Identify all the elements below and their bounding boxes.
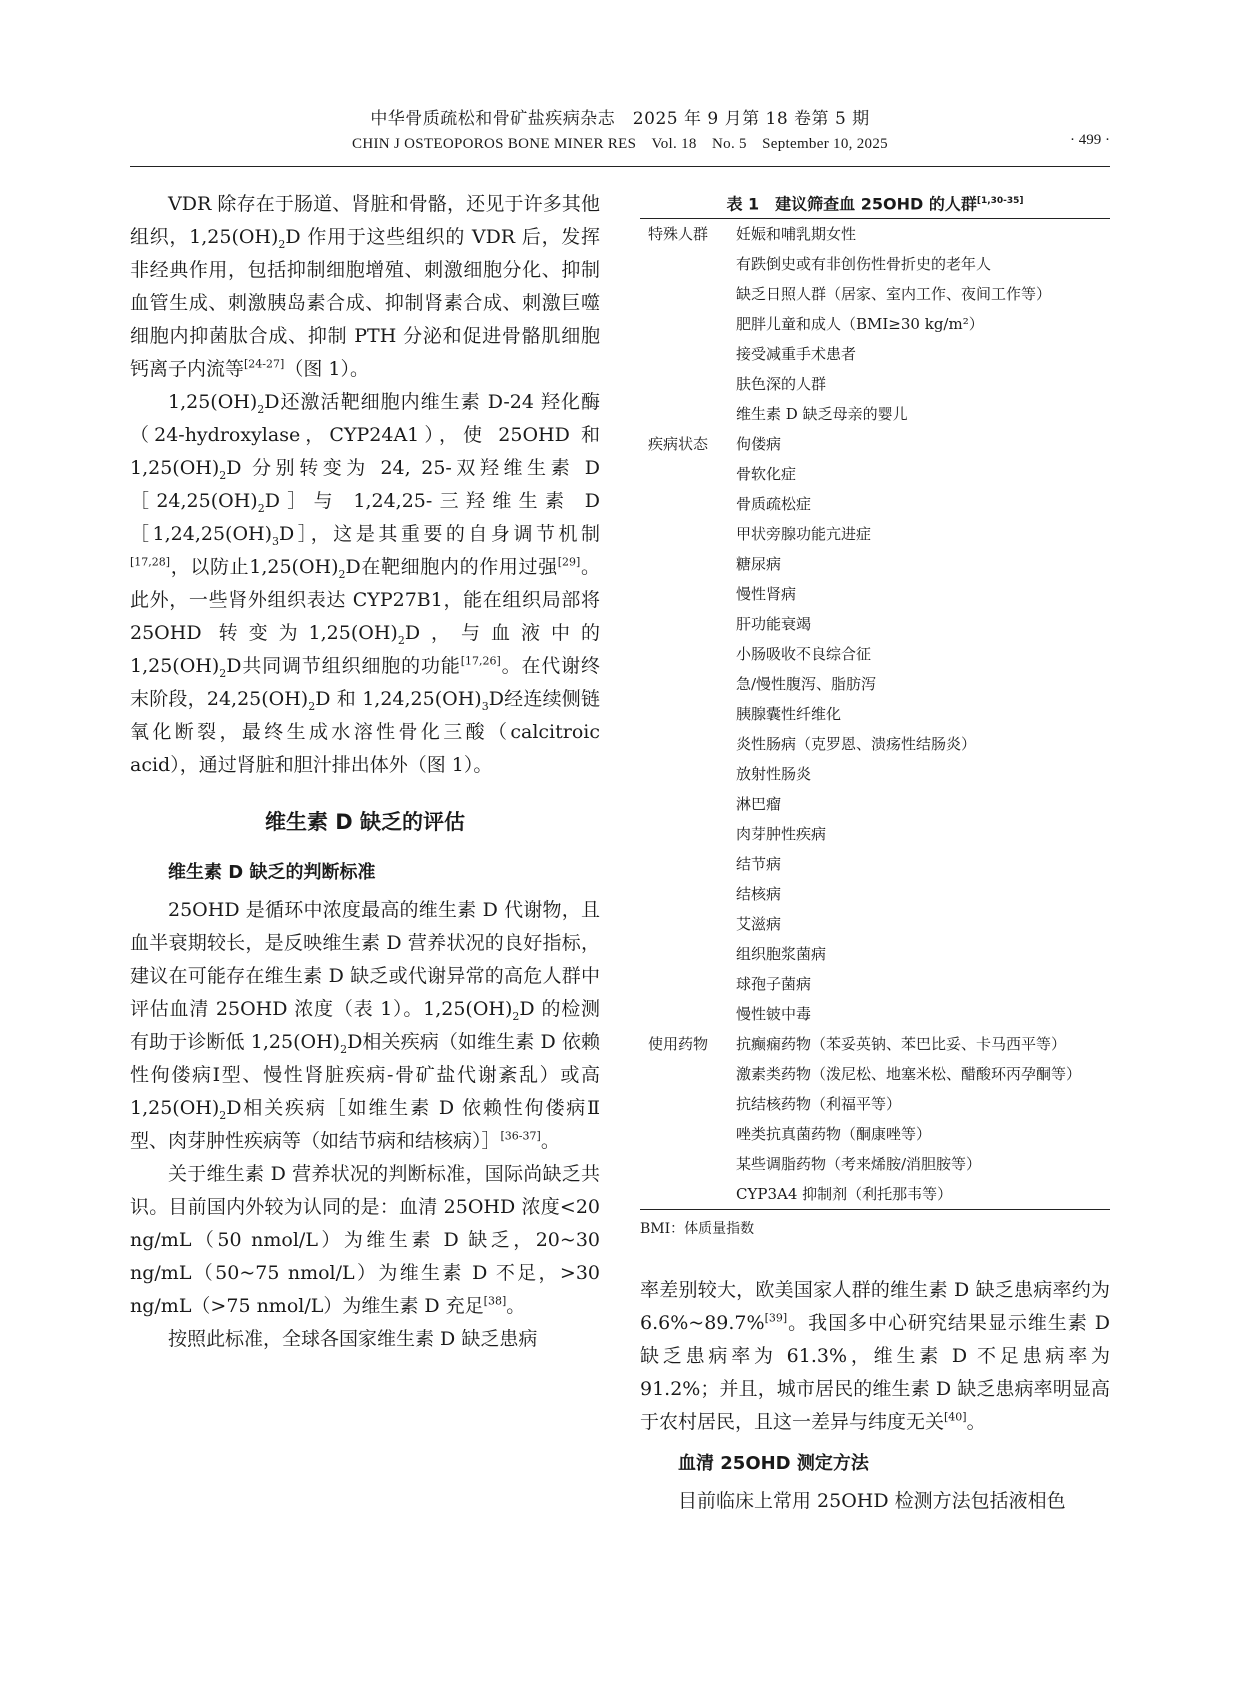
table-category-cell — [640, 939, 736, 969]
table-category-cell — [640, 339, 736, 369]
table-row — [640, 1179, 1110, 1210]
table-category-cell — [640, 1059, 736, 1089]
table-category-cell — [640, 789, 736, 819]
citation[interactable]: [24-27] — [244, 357, 285, 371]
citation[interactable]: [17,28] — [130, 555, 171, 569]
paragraph-criteria: 关于维生素 D 营养状况的判断标准，国际尚缺乏共识。目前国内外较为认同的是：血清 25OHD 浓度<20 ng/mL（50 nmol/L）为维生素 D 缺乏，20~30 ng/mL（50~75 nmol/L）为维生素 D 不足，>30 ng/mL（>75 nmol/L）为维生素 D 充足[38]。 — [130, 1163, 600, 1317]
table-item-cell: 肥胖儿童和成人（BMI≥30 kg/m²） — [736, 315, 984, 333]
screening-table — [640, 218, 1110, 1210]
table-row — [640, 309, 1110, 339]
table-row — [640, 639, 1110, 669]
table-row — [640, 339, 1110, 369]
table-item-cell: 组织胞浆菌病 — [736, 945, 827, 963]
table-category-cell — [640, 1179, 736, 1210]
subsection-heading-methods: 血清 25OHD 测定方法 — [678, 1453, 869, 1474]
citation[interactable]: [29] — [557, 555, 581, 569]
table-item-cell: 急/慢性腹泻、脂肪泻 — [736, 675, 877, 693]
citation[interactable]: [1,30-35] — [976, 196, 1024, 206]
table-row — [640, 759, 1110, 789]
citation[interactable]: [38] — [483, 1294, 507, 1308]
table-row — [640, 729, 1110, 759]
table-row — [640, 849, 1110, 879]
citation[interactable]: [39] — [764, 1311, 788, 1325]
table-item-cell: 胰腺囊性纤维化 — [736, 705, 842, 723]
table-item-cell: CYP3A4 抑制剂（利托那韦等） — [736, 1185, 953, 1203]
citation[interactable]: [17,26] — [460, 654, 501, 668]
table-row — [640, 699, 1110, 729]
table-row — [640, 1029, 1110, 1059]
paragraph-methods-start: 目前临床上常用 25OHD 检测方法包括液相色 — [678, 1490, 1066, 1512]
table-item-cell: 某些调脂药物（考来烯胺/消胆胺等） — [736, 1155, 982, 1173]
table-row — [640, 999, 1110, 1029]
table-row — [640, 279, 1110, 309]
table-row — [640, 1059, 1110, 1089]
table-item-cell: 结节病 — [736, 855, 782, 873]
section-heading: 维生素 D 缺乏的评估 — [264, 810, 466, 834]
table-category-cell — [640, 729, 736, 759]
table-category-cell — [640, 849, 736, 879]
table-category-cell — [640, 489, 736, 519]
table-category-cell — [640, 309, 736, 339]
table-row — [640, 669, 1110, 699]
table-row — [640, 219, 1110, 250]
table-item-cell: 糖尿病 — [736, 555, 782, 573]
table-category-cell: 特殊人群 — [648, 225, 709, 243]
table-category-cell — [640, 459, 736, 489]
table-row — [640, 1119, 1110, 1149]
table-footnote: BMI：体质量指数 — [640, 1221, 755, 1237]
table-caption: 表 1 建议筛查血 25OHD 的人群[1,30-35] — [726, 194, 1024, 214]
table-item-cell: 维生素 D 缺乏母亲的婴儿 — [736, 405, 908, 423]
table-category-cell — [640, 609, 736, 639]
page-number: · 499 · — [1070, 132, 1110, 148]
table-category-cell — [640, 519, 736, 549]
paragraph-25ohd: 25OHD 是循环中浓度最高的维生素 D 代谢物，且血半衰期较长，是反映维生素 D 营养状况的良好指标，建议在可能存在维生素 D 缺乏或代谢异常的高危人群中评估血清 25OHD 浓度（表 1）。$1,25(OH)_2D$ 的检测有助于诊断低 $1,25(OH)_2D$相关疾病（如维生素 D 依赖性佝偻病Ⅰ型、慢性肾脏疾病-骨矿盐代谢紊乱）或高 $1,25(OH)_2D$相关疾病［如维生素 D 依赖性佝偻病Ⅱ型、肉芽肿性疾病等（如结节病和结核病）］[36-37]。 — [130, 899, 600, 1152]
table-row — [640, 249, 1110, 279]
table-row — [640, 939, 1110, 969]
table-row — [640, 909, 1110, 939]
table-item-cell: 球孢子菌病 — [736, 975, 812, 993]
citation[interactable]: [40] — [944, 1410, 967, 1424]
table-item-cell: 骨质疏松症 — [736, 495, 812, 513]
table-row — [640, 369, 1110, 399]
table-category-cell — [640, 999, 736, 1029]
table-item-cell: 佝偻病 — [736, 435, 782, 453]
paragraph-prevalence-cont: 率差别较大，欧美国家人群的维生素 D 缺乏患病率约为 6.6%~89.7%[39]。我国多中心研究结果显示维生素 D 缺乏患病率为 61.3%，维生素 D 不足患病率为 91.2%；并且，城市居民的维生素 D 缺乏患病率明显高于农村居民，且这一差异与纬度无关[40]。 — [640, 1279, 1110, 1433]
table-item-cell: 肤色深的人群 — [736, 375, 827, 393]
subsection-heading-criteria: 维生素 D 缺乏的判断标准 — [168, 862, 376, 883]
table-row — [640, 609, 1110, 639]
right-column — [640, 188, 1110, 1518]
table-category-cell — [640, 969, 736, 999]
table-item-cell: 炎性肠病（克罗恩、溃疡性结肠炎） — [736, 735, 977, 753]
table-row — [640, 519, 1110, 549]
table-item-cell: 肝功能衰竭 — [736, 615, 812, 633]
table-category-cell — [640, 249, 736, 279]
table-category-cell — [640, 549, 736, 579]
table-category-cell — [640, 639, 736, 669]
table-row — [640, 1089, 1110, 1119]
table-category-cell — [640, 699, 736, 729]
table-item-cell: 有跌倒史或有非创伤性骨折史的老年人 — [736, 255, 992, 273]
table-item-cell: 艾滋病 — [736, 915, 782, 933]
table-category-cell — [640, 909, 736, 939]
table-category-cell — [640, 759, 736, 789]
table-item-cell: 抗癫痫药物（苯妥英钠、苯巴比妥、卡马西平等） — [736, 1035, 1067, 1053]
table-item-cell: 缺乏日照人群（居家、室内工作、夜间工作等） — [736, 285, 1052, 303]
table-row — [640, 1149, 1110, 1179]
table-row — [640, 969, 1110, 999]
journal-title-en: CHIN J OSTEOPOROS BONE MINER RES Vol. 18 No. 5 September 10, 2025 — [352, 136, 888, 152]
table-item-cell: 接受减重手术患者 — [736, 345, 857, 363]
table-category-cell — [640, 879, 736, 909]
table-item-cell: 结核病 — [736, 885, 782, 903]
table-row — [640, 399, 1110, 429]
left-column — [130, 188, 600, 1356]
table-row — [640, 489, 1110, 519]
table-item-cell: 抗结核药物（利福平等） — [736, 1095, 902, 1113]
table-item-cell: 慢性肾病 — [736, 585, 797, 603]
table-item-cell: 甲状旁腺功能亢进症 — [736, 525, 872, 543]
table-row — [640, 459, 1110, 489]
table-category-cell — [640, 1089, 736, 1119]
table-row — [640, 879, 1110, 909]
table-category-cell — [640, 669, 736, 699]
citation[interactable]: [36-37] — [500, 1129, 541, 1143]
table-item-cell: 肉芽肿性疾病 — [736, 825, 827, 843]
table-category-cell — [640, 369, 736, 399]
table-row — [640, 429, 1110, 459]
table-category-cell — [640, 1149, 736, 1179]
table-item-cell: 骨软化症 — [736, 465, 797, 483]
table-item-cell: 放射性肠炎 — [736, 765, 812, 783]
table-item-cell: 淋巴瘤 — [736, 795, 782, 813]
table-category-cell — [640, 1119, 736, 1149]
table-item-cell: 小肠吸收不良综合征 — [736, 645, 872, 663]
table-category-cell — [640, 279, 736, 309]
table-category-cell: 使用药物 — [648, 1035, 709, 1053]
running-header — [130, 104, 1110, 168]
journal-title-cn: 中华骨质疏松和骨矿盐疾病杂志 2025 年 9 月第 18 卷第 5 期 — [370, 109, 870, 129]
table-row — [640, 789, 1110, 819]
table-item-cell: 激素类药物（泼尼松、地塞米松、醋酸环丙孕酮等） — [736, 1065, 1082, 1083]
table-row — [640, 549, 1110, 579]
table-category-cell — [640, 819, 736, 849]
table-category-cell — [640, 579, 736, 609]
table-item-cell: 唑类抗真菌药物（酮康唑等） — [736, 1125, 932, 1143]
table-category-cell: 疾病状态 — [648, 435, 709, 453]
table-item-cell: 妊娠和哺乳期女性 — [736, 225, 857, 243]
paragraph-vdr-tissues: VDR 除存在于肠道、肾脏和骨骼，还见于许多其他组织，$1,25(OH)_2D$ 作用于这些组织的 VDR 后，发挥非经典作用，包括抑制细胞增殖、刺激细胞分化、抑制血管生成、刺激胰岛素合成、抑制肾素合成、刺激巨噬细胞内抑菌肽合成、抑制 PTH 分泌和促进骨骼肌细胞钙离子内流等[24-27]（图 1）。 — [130, 193, 600, 380]
table-category-cell — [640, 399, 736, 429]
header-rule — [130, 166, 1110, 167]
table-row — [640, 819, 1110, 849]
paragraph-prevalence-start: 按照此标准，全球各国家维生素 D 缺乏患病 — [168, 1328, 538, 1350]
paragraph-cyp24a1: $1,25(OH)_2D$还激活靶细胞内维生素 D-24 羟化酶（24-hydroxylase，CYP24A1），使 25OHD 和 $1,25(OH)_2D$ 分别转变为 24, 25-双羟维生素 $D[24,25(OH)_2D]$与 1,24,25-三羟维生素 $D[1,24,25(OH)_3D]$，这是其重要的自身调节机制[17,28]，以防止$1,25(OH)_2D$在靶细胞内的作用过强[29]。此外，一些肾外组织表达 CYP27B1，能在组织局部将 25OHD 转变为$1,25(OH)_2D$，与血液中的$1,25(OH)_2D$共同调节组织细胞的功能[17,26]。在代谢终末阶段，$24,25(OH)_2D$ 和 $1,24,25(OH)_3D$经连续侧链氧化断裂，最终生成水溶性骨化三酸（calcitroic acid），通过肾脏和胆汁排出体外（图 1）。 — [130, 391, 600, 776]
table-row — [640, 579, 1110, 609]
table-item-cell: 慢性铍中毒 — [736, 1005, 812, 1023]
